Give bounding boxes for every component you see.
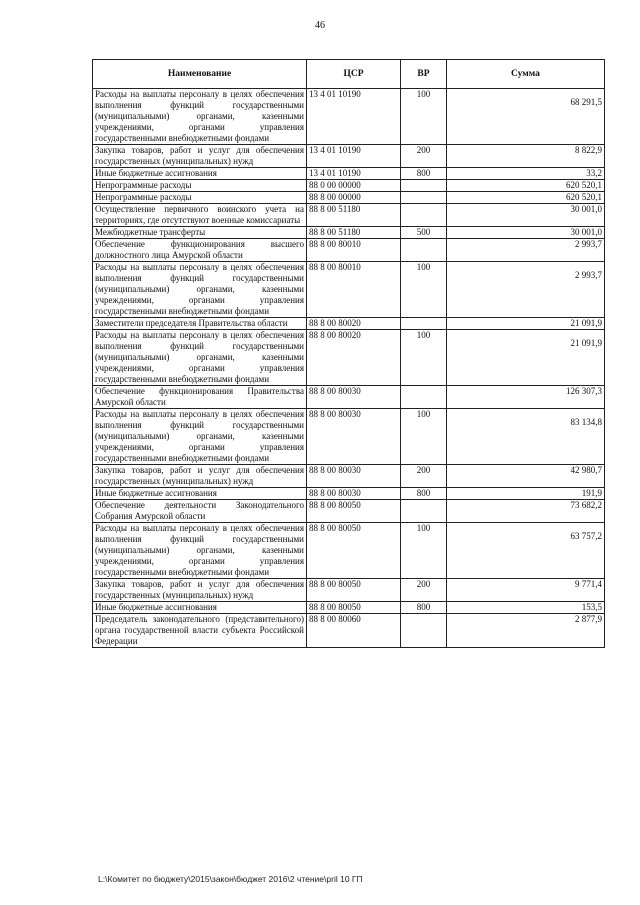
row-csr-cell: 13 4 01 10190 <box>307 145 401 168</box>
table-row <box>93 204 605 227</box>
row-vr-cell <box>401 318 447 330</box>
footer-file-path: L:\Комитет по бюджету\2015\закон\бюджет 2016\2 чтение\pril 10 ГП <box>98 874 363 884</box>
table-row <box>93 262 605 318</box>
row-name-cell: Председатель законодательного (представительного) органа государственной власти субъекта Российской Федерации <box>93 614 307 648</box>
page-number: 46 <box>315 20 325 31</box>
table-row <box>93 227 605 239</box>
row-sum-cell: 9 771,4 <box>447 579 605 602</box>
row-sum-cell: 30 001,0 <box>447 204 605 227</box>
row-csr-cell: 88 8 00 00000 <box>307 192 401 204</box>
row-csr-cell: 88 8 00 51180 <box>307 204 401 227</box>
row-vr-cell: 200 <box>401 465 447 488</box>
row-vr-cell: 100 <box>401 409 447 465</box>
row-sum-cell: 30 001,0 <box>447 227 605 239</box>
row-name-cell: Расходы на выплаты персоналу в целях обеспечения выполнения функций государственными (муниципальными) органами, казенными учреждениями, органами управления государственными внебюджетными фондами <box>93 330 307 386</box>
row-sum-cell: 21 091,9 <box>447 330 605 386</box>
row-name-cell: Закупка товаров, работ и услуг для обеспечения государственных (муниципальных) нужд <box>93 579 307 602</box>
row-csr-cell: 88 8 00 80020 <box>307 318 401 330</box>
row-vr-cell: 100 <box>401 262 447 318</box>
row-csr-cell: 88 8 00 51180 <box>307 227 401 239</box>
table-row <box>93 488 605 500</box>
table-row <box>93 614 605 648</box>
row-vr-cell: 100 <box>401 330 447 386</box>
row-name-cell: Расходы на выплаты персоналу в целях обеспечения выполнения функций государственными (муниципальными) органами, казенными учреждениями, органами управления государственными внебюджетными фондами <box>93 262 307 318</box>
table-header-row <box>93 60 605 89</box>
row-name-cell: Обеспечение функционирования высшего должностного лица Амурской области <box>93 239 307 262</box>
row-csr-cell: 88 8 00 80030 <box>307 465 401 488</box>
row-csr-cell: 13 4 01 10190 <box>307 89 401 145</box>
row-name-cell: Осуществление первичного воинского учета на территориях, где отсутствуют военные комиссариаты <box>93 204 307 227</box>
row-sum-cell: 33,2 <box>447 168 605 180</box>
row-name-cell: Расходы на выплаты персоналу в целях обеспечения выполнения функций государственными (муниципальными) органами, казенными учреждениями, органами управления государственными внебюджетными фондами <box>93 409 307 465</box>
row-name-cell: Обеспечение функционирования Правительства Амурской области <box>93 386 307 409</box>
row-name-cell: Иные бюджетные ассигнования <box>93 488 307 500</box>
row-sum-cell: 191,9 <box>447 488 605 500</box>
row-name-cell: Обеспечение деятельности Законодательного Собрания Амурской области <box>93 500 307 523</box>
row-csr-cell: 88 8 00 80030 <box>307 386 401 409</box>
budget-table <box>92 59 605 648</box>
row-name-cell: Заместители председателя Правительства области <box>93 318 307 330</box>
row-sum-cell: 153,5 <box>447 602 605 614</box>
row-vr-cell <box>401 192 447 204</box>
row-name-cell: Иные бюджетные ассигнования <box>93 602 307 614</box>
row-vr-cell: 200 <box>401 579 447 602</box>
table-row <box>93 89 605 145</box>
row-csr-cell: 88 8 00 80060 <box>307 614 401 648</box>
row-sum-cell: 2 993,7 <box>447 239 605 262</box>
row-sum-cell: 8 822,9 <box>447 145 605 168</box>
row-name-cell: Расходы на выплаты персоналу в целях обеспечения выполнения функций государственными (муниципальными) органами, казенными учреждениями, органами управления государственными внебюджетными фондами <box>93 523 307 579</box>
row-name-cell: Закупка товаров, работ и услуг для обеспечения государственных (муниципальных) нужд <box>93 465 307 488</box>
row-sum-cell: 21 091,9 <box>447 318 605 330</box>
row-csr-cell: 88 8 00 80050 <box>307 579 401 602</box>
table-row <box>93 386 605 409</box>
row-csr-cell: 88 8 00 80010 <box>307 262 401 318</box>
row-name-cell: Расходы на выплаты персоналу в целях обеспечения выполнения функций государственными (муниципальными) органами, казенными учреждениями, органами управления государственными внебюджетными фондами <box>93 89 307 145</box>
row-name-cell: Закупка товаров, работ и услуг для обеспечения государственных (муниципальных) нужд <box>93 145 307 168</box>
table-row <box>93 192 605 204</box>
row-vr-cell <box>401 500 447 523</box>
row-vr-cell: 100 <box>401 89 447 145</box>
row-vr-cell <box>401 239 447 262</box>
row-csr-cell: 88 8 00 80010 <box>307 239 401 262</box>
row-csr-cell: 13 4 01 10190 <box>307 168 401 180</box>
table-row <box>93 180 605 192</box>
row-sum-cell: 126 307,3 <box>447 386 605 409</box>
row-vr-cell: 200 <box>401 145 447 168</box>
row-sum-cell: 620 520,1 <box>447 192 605 204</box>
table-row <box>93 168 605 180</box>
row-vr-cell <box>401 614 447 648</box>
row-sum-cell: 68 291,5 <box>447 89 605 145</box>
row-sum-cell: 2 877,9 <box>447 614 605 648</box>
row-name-cell: Межбюджетные трансферты <box>93 227 307 239</box>
row-sum-cell: 83 134,8 <box>447 409 605 465</box>
header-csr: ЦСР <box>307 60 401 89</box>
row-csr-cell: 88 8 00 80030 <box>307 488 401 500</box>
table-row <box>93 145 605 168</box>
row-name-cell: Непрограммные расходы <box>93 192 307 204</box>
row-sum-cell: 73 682,2 <box>447 500 605 523</box>
row-csr-cell: 88 8 00 80020 <box>307 330 401 386</box>
row-csr-cell: 88 8 00 80050 <box>307 500 401 523</box>
table-row <box>93 602 605 614</box>
row-vr-cell <box>401 180 447 192</box>
table-row <box>93 318 605 330</box>
row-vr-cell <box>401 386 447 409</box>
table-body <box>93 89 605 648</box>
header-name: Наименование <box>93 60 307 89</box>
row-sum-cell: 42 980,7 <box>447 465 605 488</box>
table-row <box>93 330 605 386</box>
header-vr: ВР <box>401 60 447 89</box>
row-vr-cell <box>401 204 447 227</box>
row-csr-cell: 88 8 00 80050 <box>307 602 401 614</box>
row-name-cell: Непрограммные расходы <box>93 180 307 192</box>
row-csr-cell: 88 8 00 80050 <box>307 523 401 579</box>
table-row <box>93 465 605 488</box>
row-sum-cell: 63 757,2 <box>447 523 605 579</box>
table-row <box>93 409 605 465</box>
row-vr-cell: 800 <box>401 602 447 614</box>
header-sum: Сумма <box>447 60 605 89</box>
row-csr-cell: 88 8 00 80030 <box>307 409 401 465</box>
budget-table-container <box>92 59 604 648</box>
table-row <box>93 579 605 602</box>
row-vr-cell: 100 <box>401 523 447 579</box>
table-row <box>93 239 605 262</box>
row-sum-cell: 620 520,1 <box>447 180 605 192</box>
row-vr-cell: 800 <box>401 488 447 500</box>
row-name-cell: Иные бюджетные ассигнования <box>93 168 307 180</box>
row-csr-cell: 88 0 00 00000 <box>307 180 401 192</box>
row-sum-cell: 2 993,7 <box>447 262 605 318</box>
row-vr-cell: 500 <box>401 227 447 239</box>
table-row <box>93 500 605 523</box>
table-row <box>93 523 605 579</box>
row-vr-cell: 800 <box>401 168 447 180</box>
